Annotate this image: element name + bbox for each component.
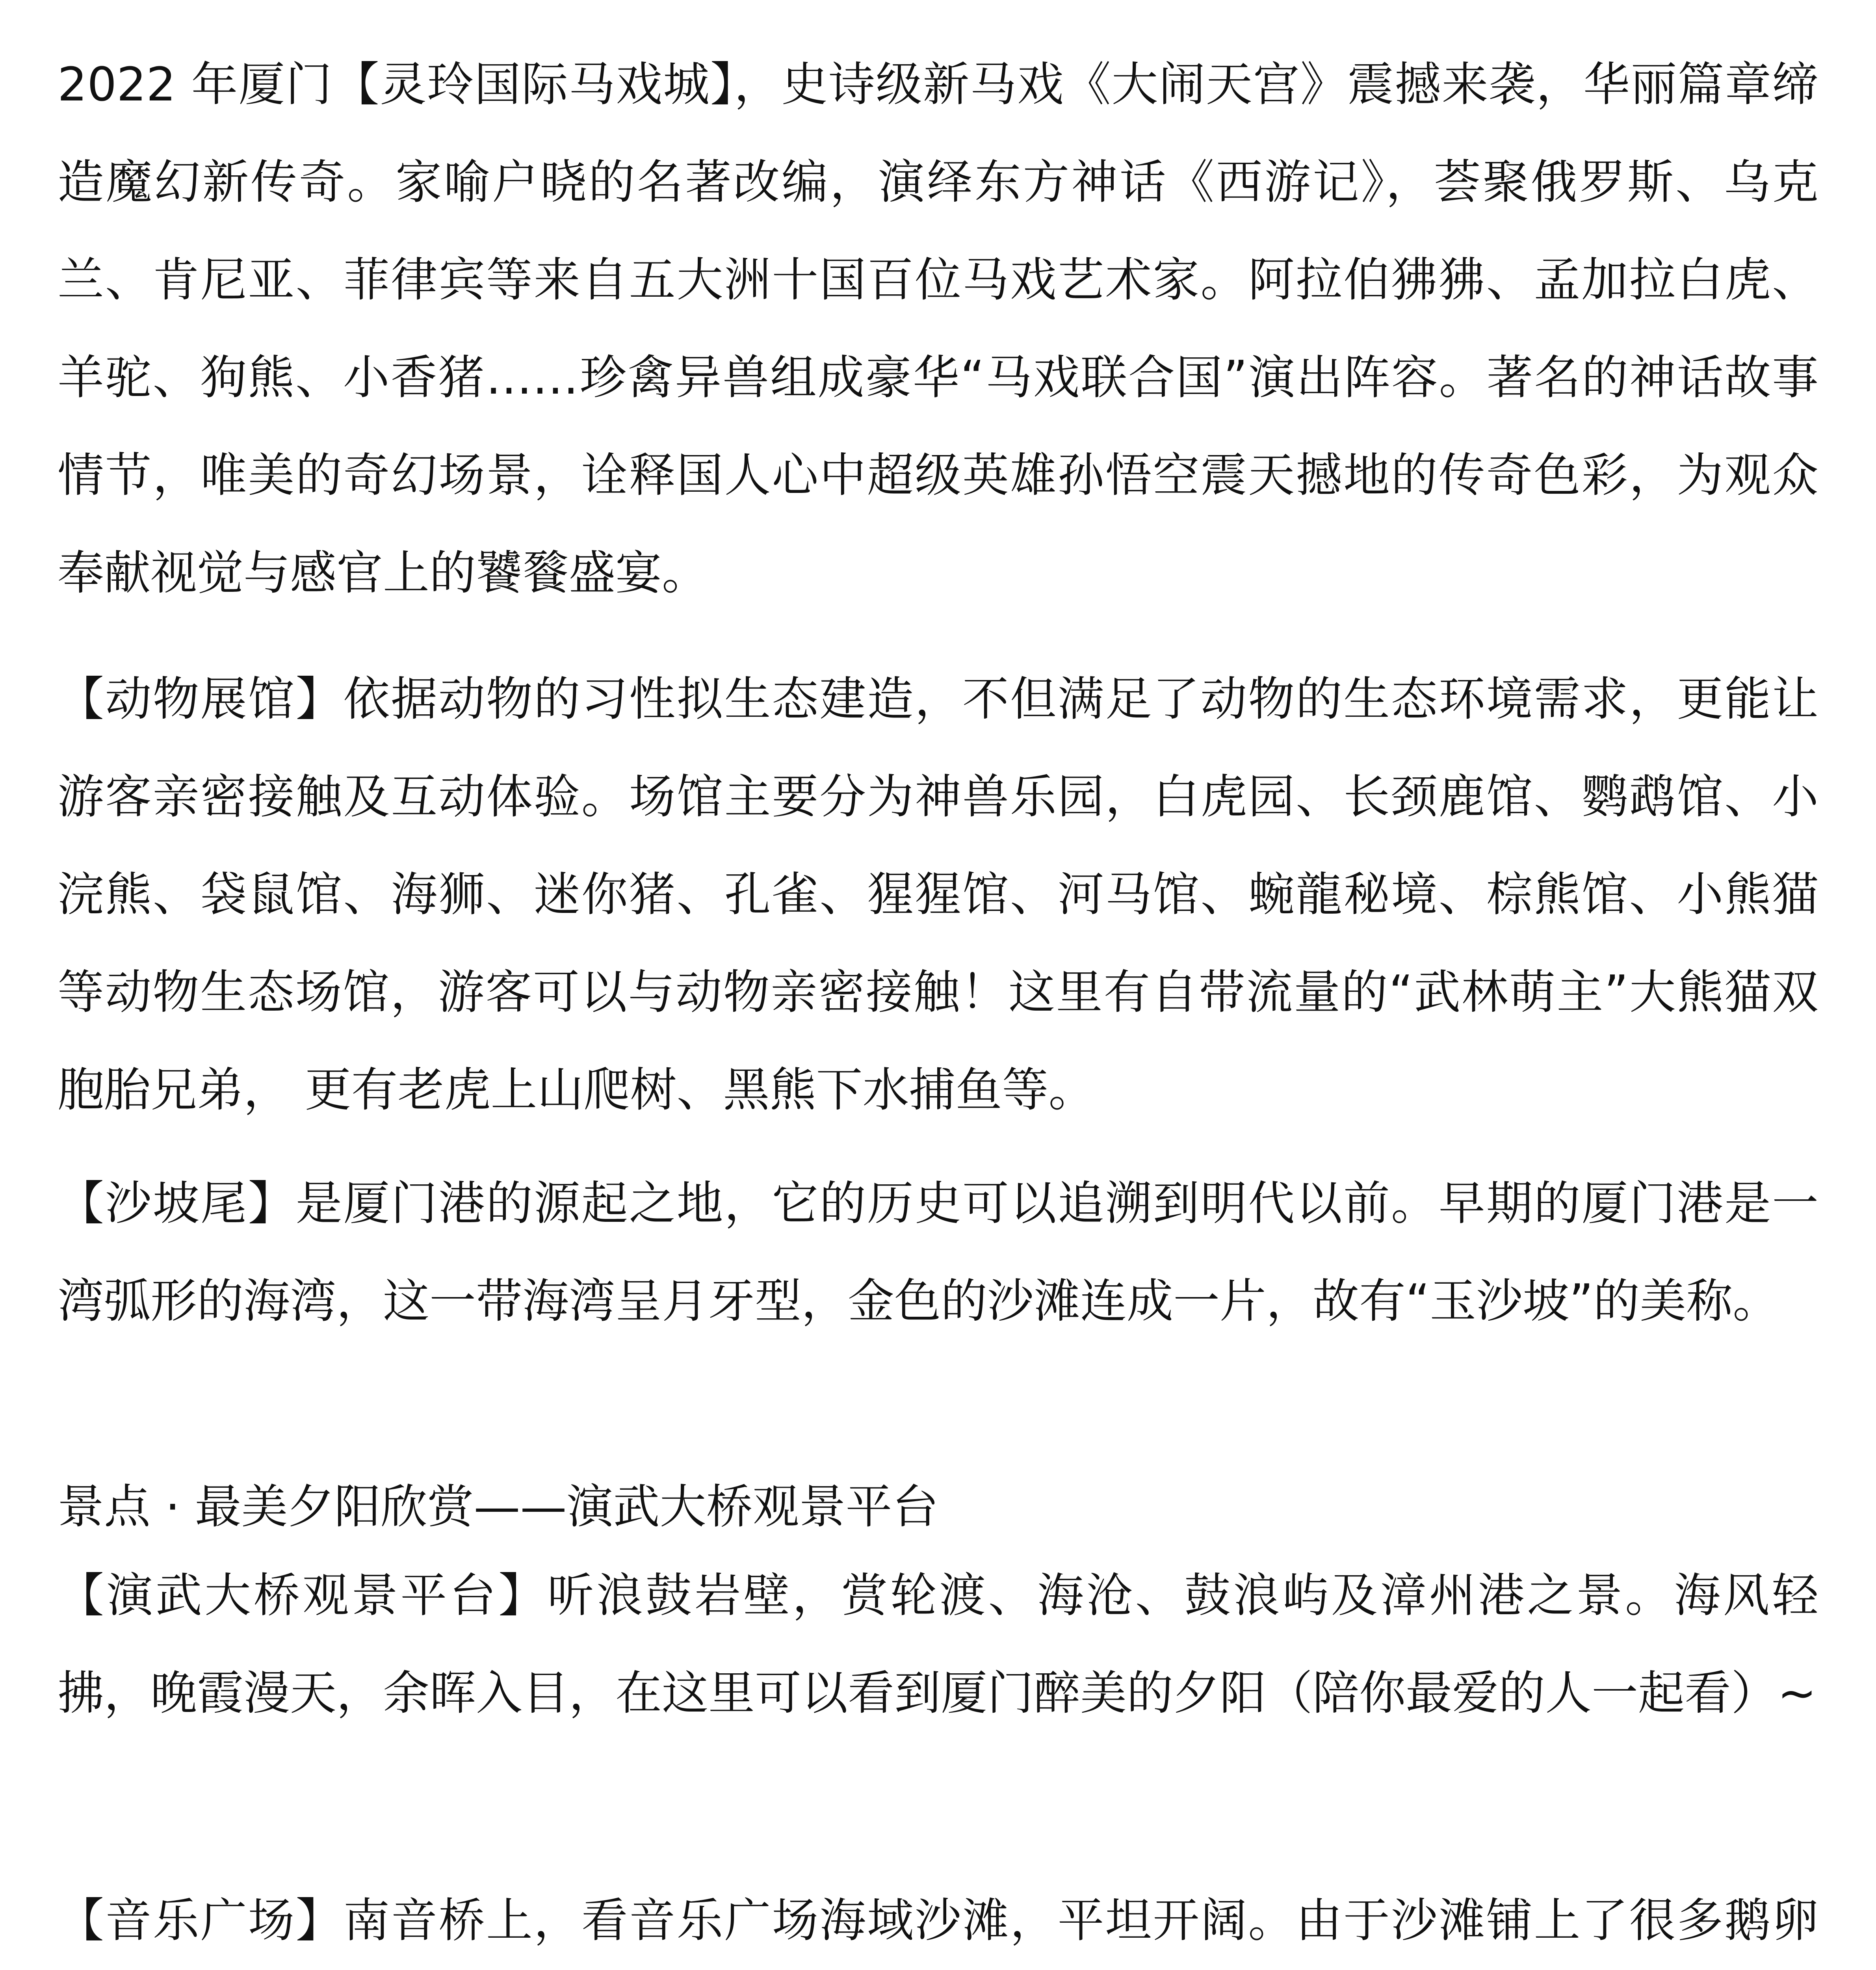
paragraph-music-square: 【音乐广场】南音桥上，看音乐广场海域沙滩，平坦开阔。由于沙滩铺上了很多鹅卵 bbox=[58, 1893, 1818, 1948]
paragraph-yanwu-bridge: 【演武大桥观景平台】听浪鼓岩壁，赏轮渡、海沧、鼓浪屿及漳州港之景。海风轻拂，晚霞漫天，余晖入目，在这里可以看到厦门醉美的夕阳（陪你最爱的人一起看）~ bbox=[58, 1568, 1818, 1720]
paragraph-shapowei: 【沙坡尾】是厦门港的源起之地，它的历史可以追溯到明代以前。早期的厦门港是一湾弧形的海湾，这一带海湾呈月牙型，金色的沙滩连成一片，故有“玉沙坡”的美称。 bbox=[58, 1176, 1818, 1328]
paragraph-animal-pavilion: 【动物展馆】依据动物的习性拟生态建造，不但满足了动物的生态环境需求，更能让游客亲密接触及互动体验。场馆主要分为神兽乐园，白虎园、长颈鹿馆、鹦鹉馆、小浣熊、袋鼠馆、海狮、迷你猪、孔雀、猩猩馆、河马馆、蜿龍秘境、棕熊馆、小熊猫等动物生态场馆，游客可以与动物亲密接触！这里有自带流量的“武林萌主”大熊猫双胞胎兄弟， 更有老虎上山爬树、黑熊下水捕鱼等。 bbox=[58, 672, 1818, 1117]
paragraph-circus-city: 2022 年厦门【灵玲国际马戏城】，史诗级新马戏《大闹天宫》震撼来袭，华丽篇章缔造魔幻新传奇。家喻户晓的名著改编，演绎东方神话《西游记》，荟聚俄罗斯、乌克兰、肯尼亚、菲律宾等来自五大洲十国百位马戏艺术家。阿拉伯狒狒、孟加拉白虎、羊驼、狗熊、小香猪……珍禽异兽组成豪华“马戏联合国”演出阵容。著名的神话故事情节，唯美的奇幻场景，诠释国人心中超级英雄孙悟空震天撼地的传奇色彩，为观众奉献视觉与感官上的饕餮盛宴。 bbox=[58, 57, 1818, 600]
paragraph-sunset-heading: 景点 · 最美夕阳欣赏——演武大桥观景平台 bbox=[58, 1479, 939, 1534]
